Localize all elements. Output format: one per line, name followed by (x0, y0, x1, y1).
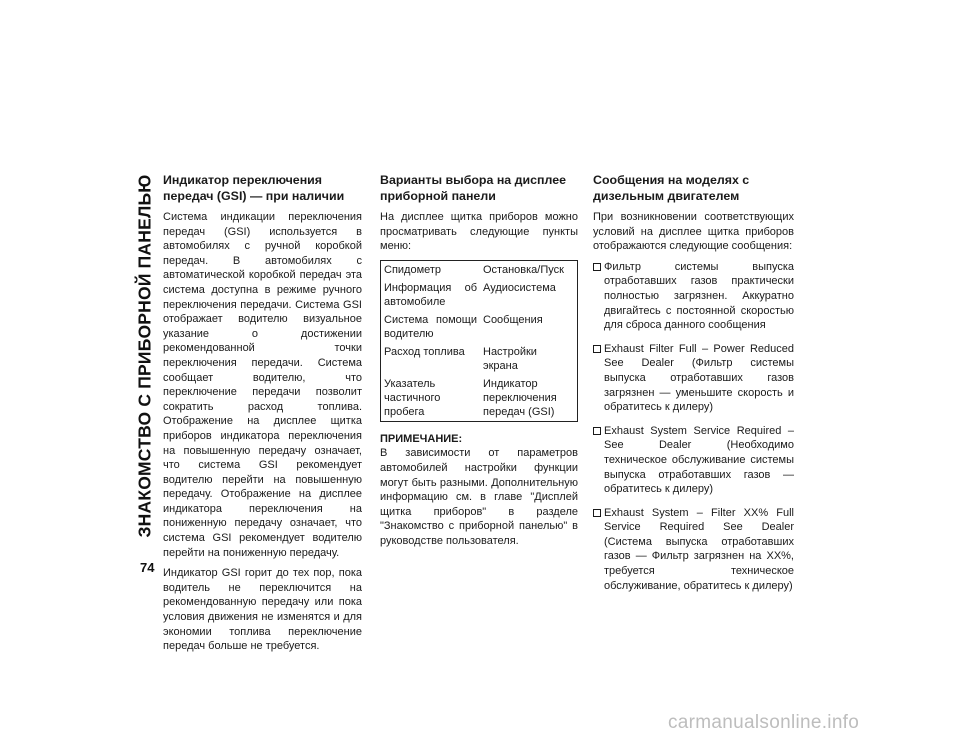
list-item-text: Exhaust System – Filter XX% Full Service Required See Dealer (Система выпуска отработавших газов — Фильтр загрязнен на XX%, требуется техническое обслуживание, обратитесь к дилеру) (604, 506, 794, 592)
column-diesel-messages (593, 172, 794, 602)
table-cell: Указатель частичного пробега (384, 377, 441, 418)
diesel-messages-intro: При возникновении соответствующих условий на дисплее щитка приборов отображаются следующие сообщения: (593, 211, 794, 253)
table-row (381, 311, 578, 343)
display-options-heading: Варианты выбора на дисплее приборной панели (380, 173, 566, 203)
table-cell: Настройки экрана (483, 345, 537, 372)
display-options-intro: На дисплее щитка приборов можно просматривать следующие пункты меню: (380, 211, 578, 253)
table-row (381, 260, 578, 279)
table-row (381, 343, 578, 375)
table-cell: Аудиосистема (483, 281, 556, 294)
table-cell: Система помощи водителю (384, 313, 477, 340)
list-item-text: Фильтр системы выпуска отработавших газов практически полностью загрязнен. Аккуратно двигайтесь с постоянной скоростью для сброса данного сообщения (604, 260, 794, 332)
table-cell: Индикатор переключения передач (GSI) (483, 377, 557, 418)
checkbox-bullet-icon (593, 427, 601, 435)
note-text: В зависимости от параметров автомобилей настройки функции могут быть разными. Дополнительную информацию см. в главе "Дисплей щитка приборов" в разделе "Знакомство с приборной панелью" в руководстве пользователя. (380, 447, 578, 547)
menu-items-table (380, 260, 578, 422)
gsi-heading: Индикатор переключения передач (GSI) — при наличии (163, 173, 345, 203)
page-number: 74 (140, 560, 155, 575)
table-cell: Расход топлива (384, 345, 465, 358)
gsi-paragraph: Система индикации переключения передач (GSI) используется в автомобилях с ручной коробкой передач. В автомобилях с автоматической коробкой передач эта система доступна в режиме ручного переключения передачи. Система GSI отображает водителю визуальное указание о достижении рекомендованной точки переключения передачи. Система сообщает водителю, что переключение передачи позволит сократить расход топлива. Отображение на дисплее щитка приборов индикатора переключения на повышенную передачу означает, что система GSI рекомендует водителю перейти на повышенную передачу. Отображение на дисплее индикатора переключения на пониженную передачу означает, что система GSI рекомендует водителю перейти на пониженную передачу. (163, 211, 362, 559)
checkbox-bullet-icon (593, 509, 601, 517)
list-item (593, 424, 794, 497)
table-cell: Спидометр (384, 263, 442, 276)
gsi-paragraph: Индикатор GSI горит до тех пор, пока водитель не переключится на рекомендованную передачу или пока условия движения не изменятся и для экономии топлива переключение передач больше не требуется. (163, 567, 362, 653)
diesel-messages-heading: Сообщения на моделях с дизельным двигателем (593, 173, 750, 203)
message-list (593, 260, 794, 593)
column-display-options (380, 172, 578, 555)
table-row (381, 279, 578, 311)
table-cell: Сообщения (483, 313, 543, 326)
list-item-text: Exhaust Filter Full – Power Reduced See Dealer (Фильтр системы выпуска отработавших газов загрязнен — уменьшите скорость и обратитесь к дилеру) (604, 342, 794, 414)
table-row (381, 375, 578, 422)
list-item (593, 260, 794, 333)
list-item (593, 506, 794, 594)
table-cell: Остановка/Пуск (483, 263, 564, 276)
column-gsi (163, 172, 362, 660)
table-cell: Информация об автомобиле (384, 281, 477, 308)
checkbox-bullet-icon (593, 263, 601, 271)
list-item-text: Exhaust System Service Required – See Dealer (Необходимо техническое обслуживание системы выпуска отработавших газов — обратитесь к дилеру) (604, 424, 794, 496)
section-side-title: ЗНАКОМСТВО С ПРИБОРНОЙ ПАНЕЛЬЮ (134, 174, 155, 538)
list-item (593, 342, 794, 415)
note-title: ПРИМЕЧАНИЕ: (380, 432, 463, 445)
watermark: carmanualsonline.info (668, 712, 860, 733)
checkbox-bullet-icon (593, 345, 601, 353)
